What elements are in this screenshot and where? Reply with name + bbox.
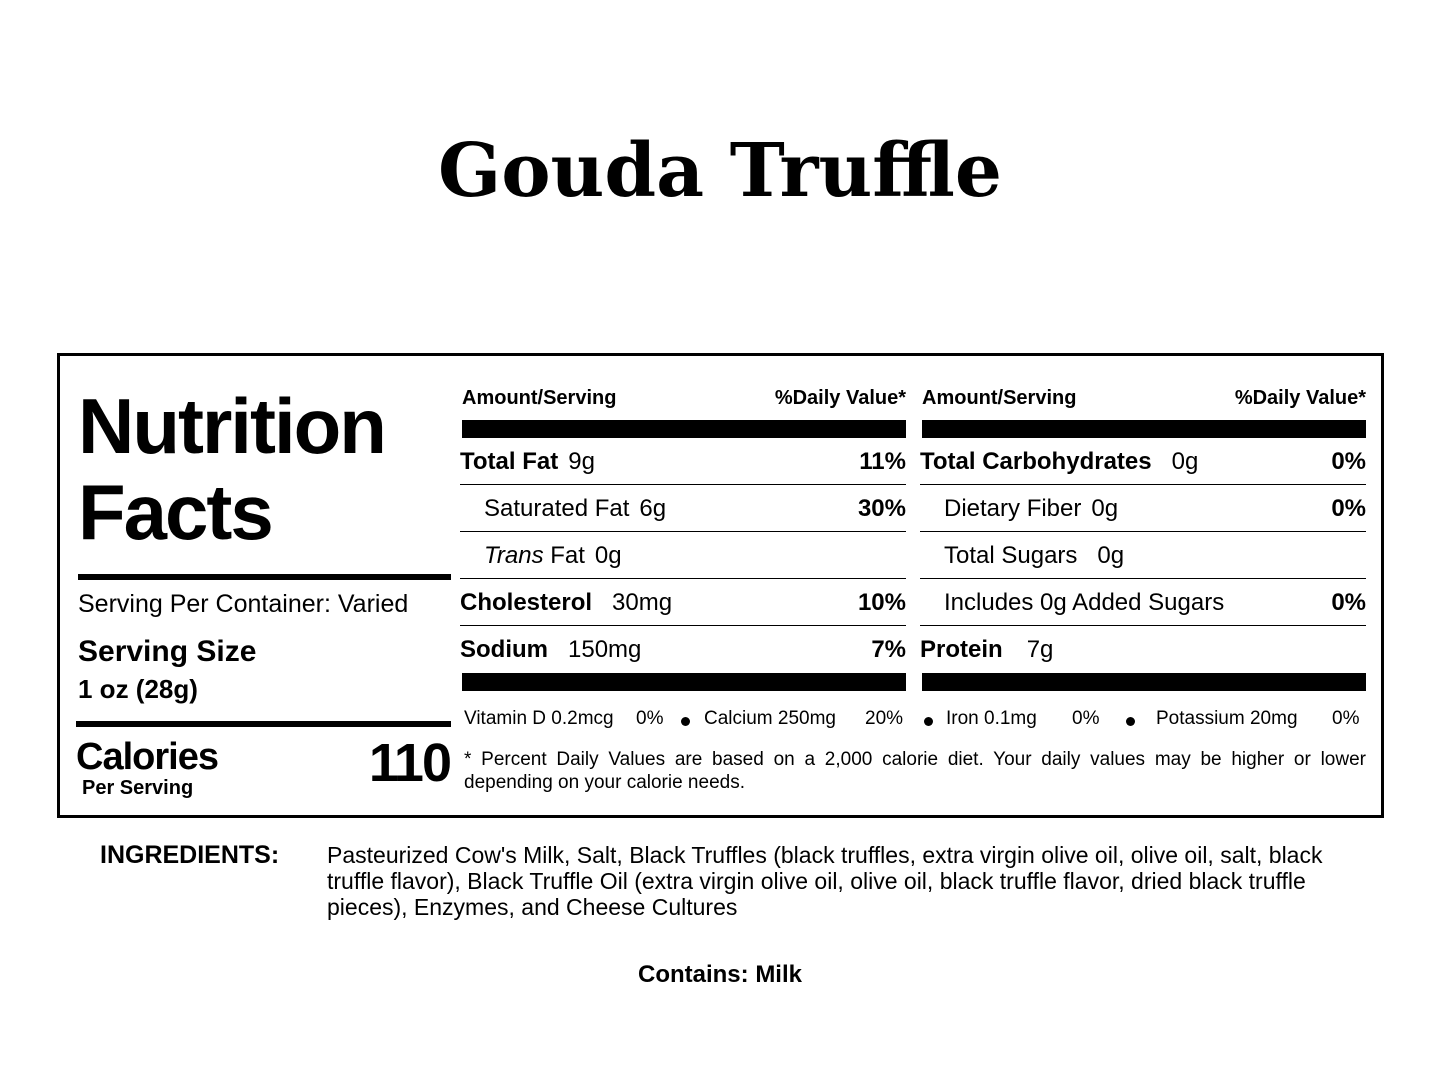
nutrient-amount: 0g: [1091, 495, 1119, 522]
vitamin-dv: 0%: [1332, 708, 1360, 729]
nutrient-name: Includes 0g Added Sugars: [944, 589, 1225, 616]
vitamin-dv: 20%: [865, 708, 904, 729]
daily-value-header: %Daily Value*: [774, 387, 906, 409]
vitamin-dv: 0%: [1072, 708, 1100, 729]
nutrient-row-cholesterol: [460, 579, 906, 626]
nutrient-amount: 30mg: [612, 589, 673, 616]
serving-size-label: Serving Size: [78, 635, 257, 668]
nutrition-facts-heading: [78, 383, 458, 555]
nutrient-column-left: [460, 387, 906, 691]
calories-label: Calories: [76, 736, 218, 778]
nutrient-name: Total Sugars: [944, 542, 1078, 569]
nutrient-dv: 30%: [857, 495, 906, 522]
calories-value: 110: [368, 733, 450, 793]
calories-per-serving: Per Serving: [82, 777, 194, 799]
vitamin-name: Potassium 20mg: [1156, 708, 1298, 729]
allergen-statement: Contains: Milk: [637, 961, 802, 988]
nutrient-row-saturated-fat: [460, 485, 906, 532]
nutrient-dv: 0%: [1331, 448, 1366, 475]
nutrient-name-italic: Trans: [484, 542, 544, 569]
bar-thick: [462, 673, 906, 691]
nutrient-name: Saturated Fat: [484, 495, 630, 522]
nutrient-dv: 0%: [1331, 589, 1366, 616]
daily-value-footnote: * Percent Daily Values are based on a 2,000 calorie diet. Your daily values may be higher or lower depending on your calorie needs.: [464, 749, 1366, 793]
nutrient-row-total-sugars: [920, 532, 1366, 579]
divider-thick: [76, 721, 451, 727]
heading-line-2: Facts: [78, 468, 272, 556]
nutrient-amount: 0g: [594, 542, 622, 569]
nutrient-row-dietary-fiber: [920, 485, 1366, 532]
vitamin-name: Vitamin D 0.2mcg: [464, 708, 614, 729]
product-title: Gouda Truffle: [438, 128, 1002, 214]
nutrient-amount: 0g: [1097, 542, 1125, 569]
nutrient-column-right: [920, 387, 1366, 691]
nutrient-amount: 150mg: [568, 636, 642, 663]
nutrient-row-trans-fat: [460, 532, 906, 579]
nutrient-row-added-sugars: [920, 579, 1366, 626]
nutrient-dv: 7%: [871, 636, 906, 663]
nutrient-name: Total Carbohydrates: [920, 448, 1152, 475]
nutrient-name: Fat: [543, 542, 585, 569]
vitamins-row: [464, 708, 1364, 734]
nutrient-dv: 0%: [1331, 495, 1366, 522]
bar-thick: [922, 673, 1366, 691]
nutrient-amount: 7g: [1026, 636, 1054, 663]
nutrient-name: Sodium: [460, 636, 548, 663]
nutrient-row-protein: [920, 626, 1366, 673]
column-header: [920, 387, 1366, 415]
bullet-icon: [1126, 717, 1135, 726]
bar-thick: [922, 420, 1366, 438]
nutrient-amount: 9g: [568, 448, 595, 475]
serving-size-value: 1 oz (28g): [78, 674, 198, 704]
nutrient-amount: 6g: [639, 495, 667, 522]
vitamin-name: Calcium 250mg: [704, 708, 836, 729]
column-header: [460, 387, 906, 415]
nutrient-name: Protein: [920, 636, 1003, 663]
vitamin-name: Iron 0.1mg: [946, 708, 1037, 729]
bar-thick: [462, 420, 906, 438]
daily-value-header: %Daily Value*: [1234, 387, 1366, 409]
bullet-icon: [924, 717, 933, 726]
nutrient-dv: 10%: [857, 589, 906, 616]
divider-thick: [78, 574, 451, 580]
nutrient-row-sodium: [460, 626, 906, 673]
bullet-icon: [681, 717, 690, 726]
serving-per-container: Serving Per Container: Varied: [78, 590, 409, 618]
ingredients-label: INGREDIENTS:: [100, 841, 280, 869]
nutrient-row-total-fat: [460, 438, 906, 485]
ingredients-text: Pasteurized Cow's Milk, Salt, Black Truffles (black truffles, extra virgin olive oil, olive oil, salt, black truffle flavor), Black Truffle Oil (extra virgin olive oil, olive oil, black truffle flavor, dried black truffle pieces), Enzymes, and Cheese Cultures: [327, 842, 1323, 920]
vitamin-dv: 0%: [636, 708, 664, 729]
nutrient-name: Total Fat: [460, 448, 559, 475]
nutrient-row-total-carbohydrates: [920, 438, 1366, 485]
nutrient-dv: 11%: [859, 448, 906, 475]
nutrient-name: Dietary Fiber: [944, 495, 1082, 522]
heading-line-1: Nutrition: [78, 382, 385, 470]
nutrient-amount: 0g: [1171, 448, 1199, 475]
amount-header: Amount/Serving: [922, 387, 1077, 409]
amount-header: Amount/Serving: [462, 387, 617, 409]
nutrient-name: Cholesterol: [460, 589, 593, 616]
